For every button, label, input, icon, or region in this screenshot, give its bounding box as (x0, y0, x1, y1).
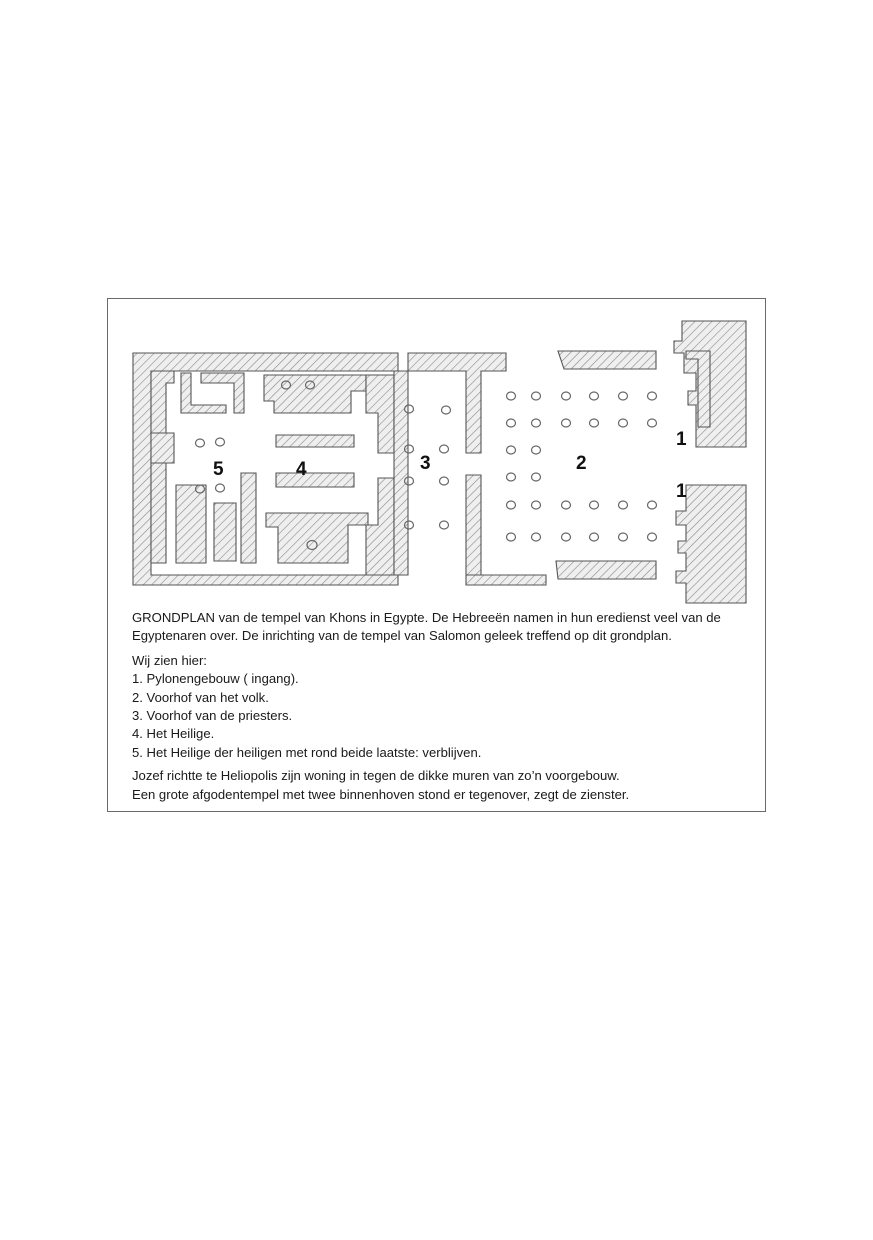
label-holy-of-holies: 5 (213, 459, 224, 480)
wall-holy-mid-top (276, 435, 354, 447)
wall-holy-right-top (366, 375, 394, 453)
label-holy: 4 (296, 459, 307, 480)
wall-sanctuary-mid (241, 473, 256, 563)
wall-chamber-left-low (151, 463, 166, 563)
legend-item: 4. Het Heilige. (132, 726, 215, 742)
label-pylon-bottom: 1 (676, 481, 687, 502)
wall-court2-top (558, 351, 656, 369)
label-forecourt-people: 2 (576, 453, 587, 474)
closing-line-2: Een grote afgodentempel met twee binnenhoven stond er tegenover, zegt de zienster. (132, 786, 630, 802)
wall-sanctuary-lower2 (214, 503, 236, 561)
wall-sanctuary-lower (176, 485, 206, 563)
label-forecourt-priests: 3 (420, 453, 431, 474)
wall-holy-mid-bottom (276, 473, 354, 487)
list-heading: Wij zien hier: (132, 652, 207, 668)
temple-floor-plan (126, 313, 756, 613)
wall-chamber-left (151, 371, 174, 433)
wall-holy-right-bottom (366, 478, 394, 575)
wall-court2-bottom (556, 561, 656, 579)
wall-court2-left-bottom (466, 575, 546, 585)
caption-intro: GRONDPLAN van de tempel van Khons in Egypte. De Hebreeën namen in hun eredienst veel van de Egyptenaren over. De inrichting van de tempel van Salomon geleek treffend op dit grondplan. (132, 610, 721, 644)
wall-court3-top (408, 353, 506, 453)
wall-holy-bottom (266, 513, 368, 563)
legend-list (132, 670, 757, 762)
legend-item: 1. Pylonengebouw ( ingang). (132, 671, 299, 687)
wall-holy-top (264, 375, 366, 413)
caption (132, 609, 757, 804)
pylon-bottom (676, 485, 746, 603)
wall-court3-bottom-right (466, 475, 481, 575)
wall-left-spine (151, 433, 174, 463)
figure-frame (107, 298, 766, 812)
legend-item: 2. Voorhof van het volk. (132, 689, 269, 705)
label-pylon-top: 1 (676, 429, 687, 450)
closing-line-1: Jozef richtte te Heliopolis zijn woning in tegen de dikke muren van zo’n voorgebouw. (132, 768, 620, 784)
legend-item: 3. Voorhof van de priesters. (132, 708, 293, 724)
wall-court3-left (394, 371, 408, 575)
legend-item: 5. Het Heilige der heiligen met rond beide laatste: verblijven. (132, 744, 482, 760)
